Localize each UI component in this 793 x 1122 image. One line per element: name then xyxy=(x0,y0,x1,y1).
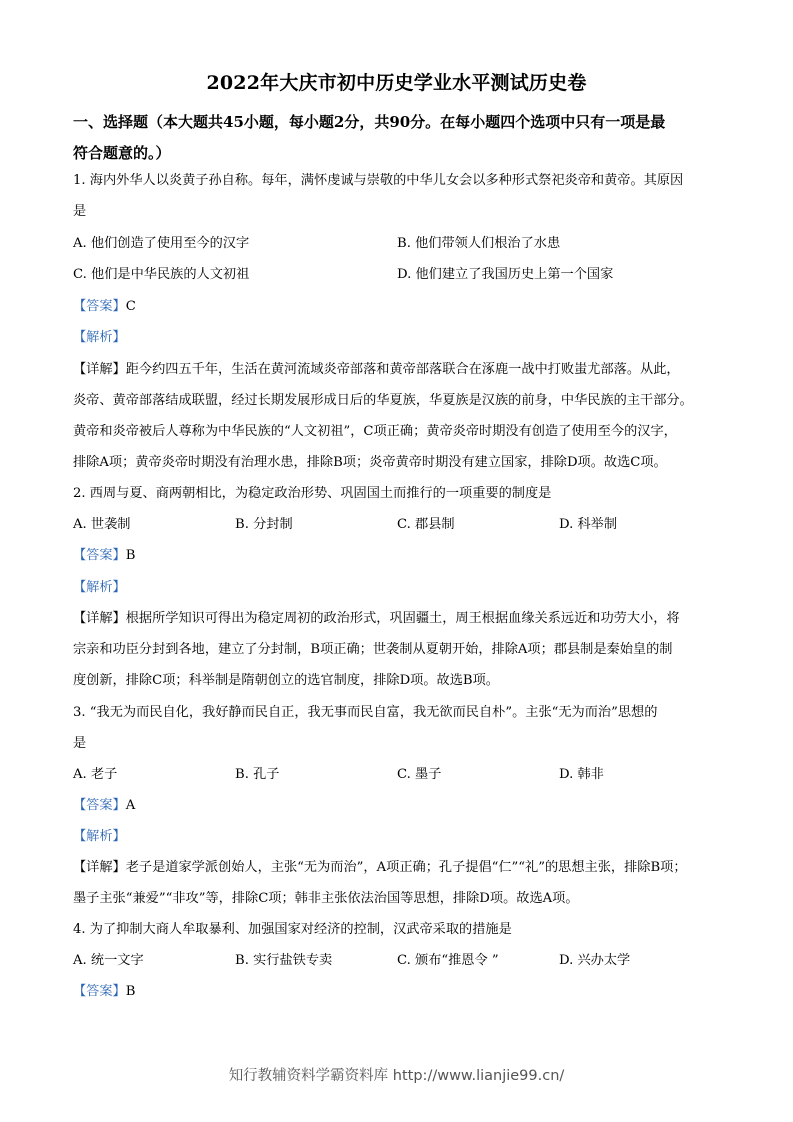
q2-option-b: B. 分封制 xyxy=(235,517,293,532)
q2-option-a: A. 世袭制 xyxy=(73,517,131,532)
answer-tag: 【答案】 xyxy=(73,299,126,314)
q2-option-c: C. 郡县制 xyxy=(397,517,455,532)
q3-analysis-tag: 【解析】 xyxy=(73,829,126,844)
q2-stem-line-1: 2. 西周与夏、商两朝相比，为稳定政治形势、巩固国土而推行的一项重要的制度是 xyxy=(73,486,552,501)
q2-answer-value: B xyxy=(125,548,136,563)
q1-option-b: B. 他们带领人们根治了水患 xyxy=(397,236,561,251)
q1-answer-value: C xyxy=(125,299,136,314)
q3-option-c: C. 墨子 xyxy=(397,767,442,782)
q2-detail-line-1: 【详解】根据所学知识可得出为稳定周初的政治形式，巩固疆土，周王根据血缘关系远近和功劳大小，将 xyxy=(73,611,680,626)
q3-detail-line-2: 墨子主张“兼爱”“非攻”等，排除C项；韩非主张依法治国等思想，排除D项。故选A项。 xyxy=(73,891,579,906)
q1-option-a: A. 他们创造了使用至今的汉字 xyxy=(73,236,250,251)
q1-analysis-tag: 【解析】 xyxy=(73,330,126,345)
q2-detail-line-2: 宗亲和功臣分封到各地，建立了分封制，B项正确；世袭制从夏朝开始，排除A项；郡县制是秦始皇的制 xyxy=(73,642,673,657)
q2-answer xyxy=(73,547,135,565)
q1-detail-line-2: 炎帝、黄帝部落结成联盟，经过长期发展形成日后的华夏族，华夏族是汉族的前身，中华民族的主干部分。 xyxy=(73,393,693,408)
q4-option-c: C. 颁布“推恩令 ” xyxy=(397,953,499,968)
q1-detail-line-4: 排除A项；黄帝炎帝时期没有治理水患，排除B项；炎帝黄帝时期没有建立国家，排除D项。故选C项。 xyxy=(73,455,667,470)
q4-answer-value: B xyxy=(125,984,136,999)
q4-option-d: D. 兴办太学 xyxy=(559,953,631,968)
q2-analysis-tag: 【解析】 xyxy=(73,580,126,595)
q1-option-d: D. 他们建立了我国历史上第一个国家 xyxy=(397,267,614,282)
answer-tag: 【答案】 xyxy=(73,548,126,563)
section-heading-line-2: 符合题意的。） xyxy=(73,144,171,162)
footer-watermark: 知行教辅资料学霸资料库 http://www.lianjie99.cn/ xyxy=(228,1068,565,1084)
q3-stem-line-2: 是 xyxy=(73,736,87,751)
answer-tag: 【答案】 xyxy=(73,984,126,999)
q4-option-a: A. 统一文字 xyxy=(73,953,144,968)
q3-stem-line-1: 3. “我无为而民自化，我好静而民自正，我无事而民自富，我无欲而民自朴”。主张“无为而治”思想的 xyxy=(73,705,658,720)
q4-answer xyxy=(73,983,135,1001)
q3-option-d: D. 韩非 xyxy=(559,767,604,782)
answer-tag: 【答案】 xyxy=(73,798,126,813)
q3-option-a: A. 老子 xyxy=(73,767,118,782)
detail-tag: 【详解】 xyxy=(73,362,126,377)
q1-answer xyxy=(73,298,136,316)
detail-tag: 【详解】 xyxy=(73,860,126,875)
q1-detail-line-1: 【详解】距今约四五千年，生活在黄河流域炎帝部落和黄帝部落联合在涿鹿一战中打败蚩尤部落。从此， xyxy=(73,362,680,377)
q2-detail-line-3: 度创新，排除C项；科举制是隋朝创立的选官制度，排除D项。故选B项。 xyxy=(73,673,499,688)
q1-option-c: C. 他们是中华民族的人文初祖 xyxy=(73,267,250,282)
q1-stem-line-1: 1. 海内外华人以炎黄子孙自称。每年，满怀虔诚与崇敬的中华儿女会以多种形式祭祀炎帝和黄帝。其原因 xyxy=(73,173,684,188)
q3-detail-line-1: 【详解】老子是道家学派创始人，主张“无为而治”，A项正确；孔子提倡“仁”“礼”的思想主张，排除B项； xyxy=(73,860,687,875)
q3-option-b: B. 孔子 xyxy=(235,767,280,782)
q1-detail-line-3: 黄帝和炎帝被后人尊称为中华民族的“人文初祖”，C项正确；黄帝炎帝时期没有创造了使用至今的汉字， xyxy=(73,424,677,439)
section-heading-line-1: 一、选择题（本大题共45小题，每小题2分，共90分。在每小题四个选项中只有一项是最 xyxy=(73,113,666,131)
q2-option-d: D. 科举制 xyxy=(559,517,618,532)
q4-stem-line-1: 4. 为了抑制大商人牟取暴利、加强国家对经济的控制，汉武帝采取的措施是 xyxy=(73,922,512,937)
q4-option-b: B. 实行盐铁专卖 xyxy=(235,953,333,968)
q3-answer-value: A xyxy=(125,798,136,813)
q3-answer xyxy=(73,797,135,815)
exam-title: 2022年大庆市初中历史学业水平测试历史卷 xyxy=(206,72,587,94)
q1-stem-line-2: 是 xyxy=(73,204,87,219)
detail-tag: 【详解】 xyxy=(73,611,126,626)
